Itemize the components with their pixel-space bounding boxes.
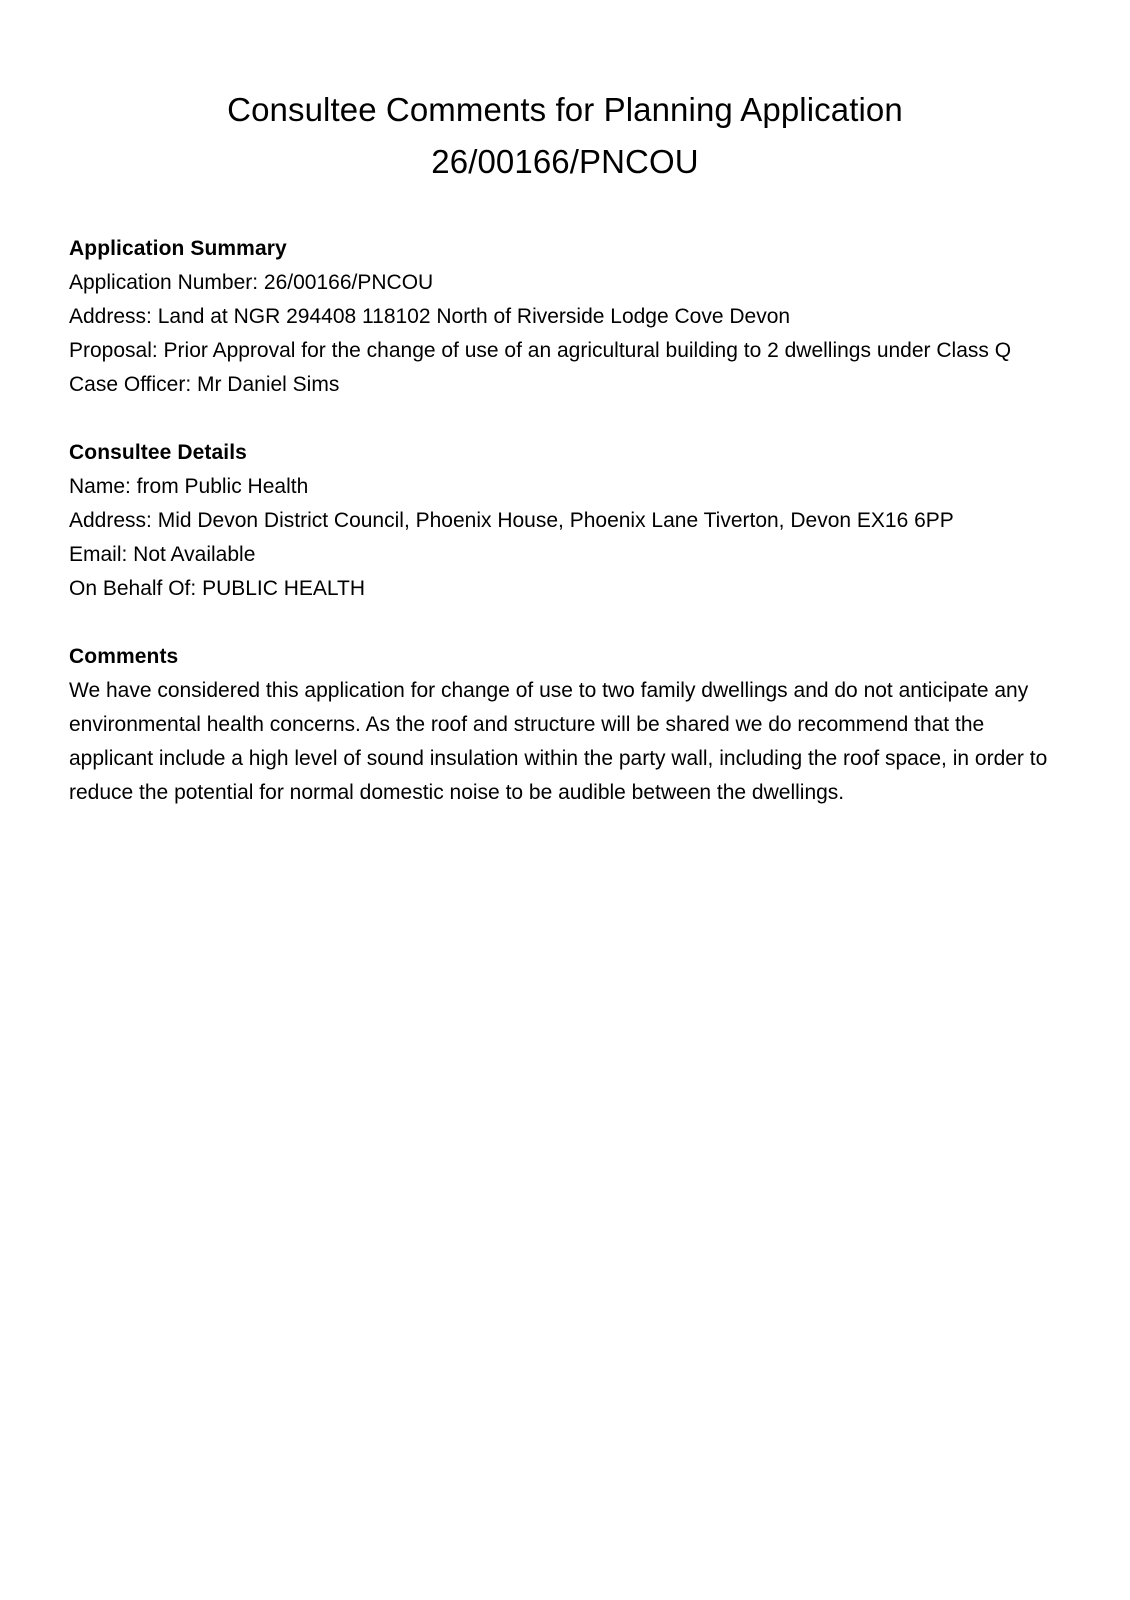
consultee-details-section bbox=[69, 436, 1059, 606]
consultee-name: Name: from Public Health bbox=[69, 475, 309, 498]
consultee-on-behalf-of: On Behalf Of: PUBLIC HEALTH bbox=[69, 577, 366, 600]
page-title-line-1: Consultee Comments for Planning Application bbox=[227, 91, 903, 128]
case-officer: Case Officer: Mr Daniel Sims bbox=[69, 373, 340, 396]
application-number: Application Number: 26/00166/PNCOU bbox=[69, 271, 434, 294]
consultee-address: Address: Mid Devon District Council, Phoenix House, Phoenix Lane Tiverton, Devon EX16 6PP bbox=[69, 509, 954, 532]
application-summary-heading: Application Summary bbox=[69, 237, 287, 260]
comments-text: We have considered this application for change of use to two family dwellings and do not anticipate any environmental health concerns. As the roof and structure will be shared we do recommend that the applicant include a high level of sound insulation within the party wall, including the roof space, in order to reduce the potential for normal domestic noise to be audible between the dwellings. bbox=[69, 679, 1048, 804]
document-body bbox=[69, 232, 1059, 844]
page-title-line-2: 26/00166/PNCOU bbox=[431, 143, 699, 180]
consultee-details-heading: Consultee Details bbox=[69, 441, 247, 464]
comments-heading: Comments bbox=[69, 645, 179, 668]
comments-section bbox=[69, 640, 1059, 810]
application-summary-section bbox=[69, 232, 1059, 402]
application-proposal: Proposal: Prior Approval for the change of use of an agricultural building to 2 dwellings under Class Q bbox=[69, 339, 1012, 362]
consultee-email: Email: Not Available bbox=[69, 543, 256, 566]
page-title bbox=[60, 84, 1070, 188]
application-address: Address: Land at NGR 294408 118102 North of Riverside Lodge Cove Devon bbox=[69, 305, 791, 328]
